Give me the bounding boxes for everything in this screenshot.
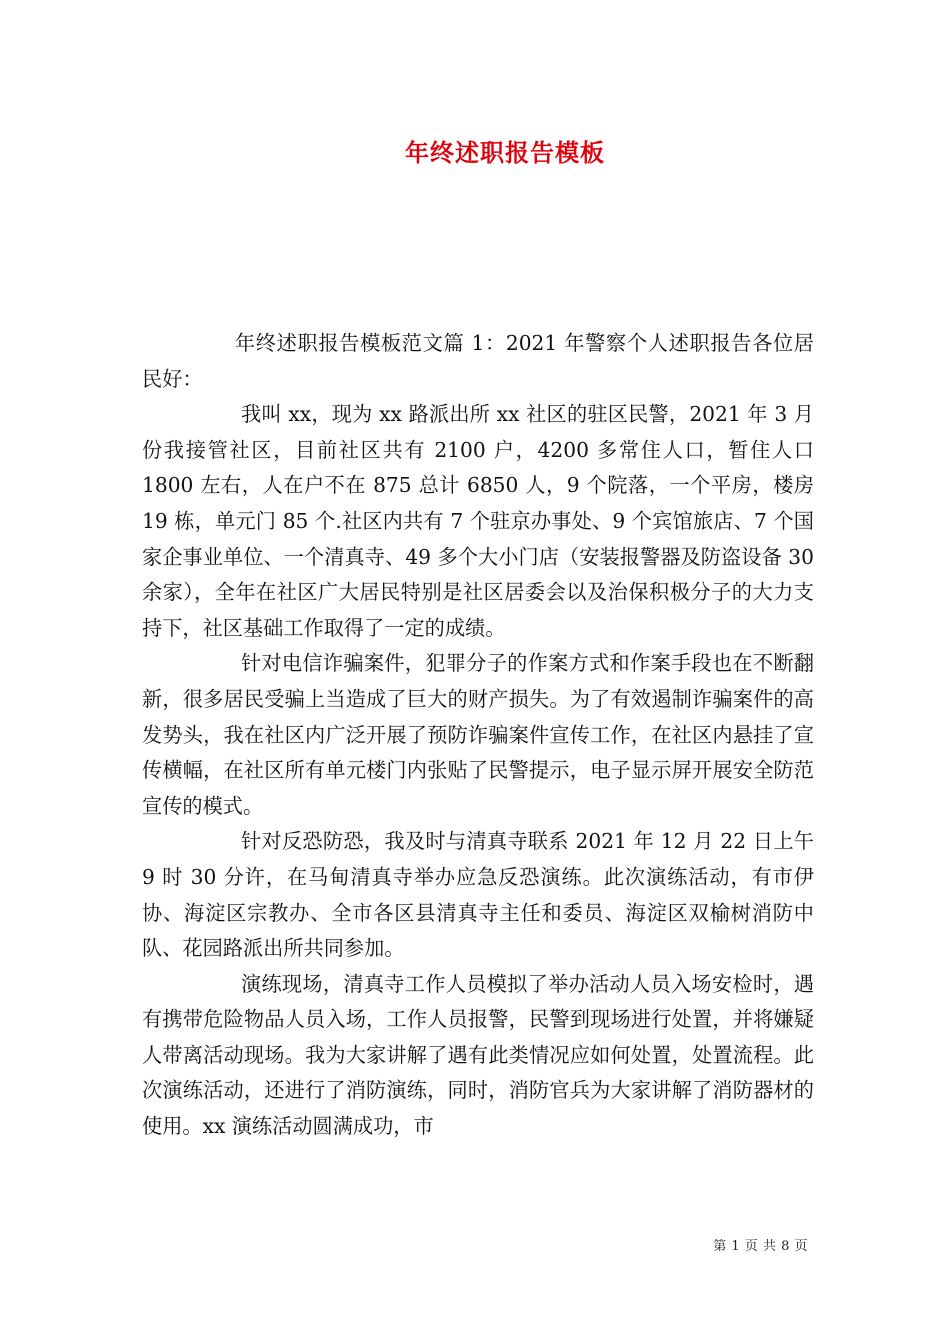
paragraph-drill-scene: 演练现场，清真寺工作人员模拟了举办活动人员入场安检时，遇有携带危险物品人员入场，工作人员报警，民警到现场进行处置，并将嫌疑人带离活动现场。我为大家讲解了遇有此类情况应如何处置，处置流程。此次演练活动，还进行了消防演练，同时，消防官兵为大家讲解了消防器材的使用。xx 演练活动圆满成功，市 — [142, 971, 814, 1139]
paragraph-intro: 年终述职报告模板范文篇 1：2021 年警察个人述职报告各位居民好： — [142, 331, 814, 391]
document-title: 年终述职报告模板 — [405, 138, 605, 167]
document-body — [142, 326, 814, 1145]
paragraph-counter-terrorism: 针对反恐防恐，我及时与清真寺联系 2021 年 12 月 22 日上午 9 时 30 分许，在马甸清真寺举办应急反恐演练。此次演练活动，有市伊协、海淀区宗教办、全市各区县清真寺主任和委员、海淀区双榆树消防中队、花园路派出所共同参加。 — [142, 829, 814, 961]
paragraph-fraud-prevention: 针对电信诈骗案件，犯罪分子的作案方式和作案手段也在不断翻新，很多居民受骗上当造成了巨大的财产损失。为了有效遏制诈骗案件的高发势头，我在社区内广泛开展了预防诈骗案件宣传工作，在社区内悬挂了宣传横幅，在社区所有单元楼门内张贴了民警提示，电子显示屏开展安全防范宣传的模式。 — [142, 651, 814, 818]
paragraph-community-overview: 我叫 xx，现为 xx 路派出所 xx 社区的驻区民警，2021 年 3 月份我接管社区，目前社区共有 2100 户，4200 多常住人口，暂住人口 1800 左右，人在户不在 875 总计 6850 人，9 个院落，一个平房，楼房 19 栋，单元门 85 个.社区内共有 7 个驻京办事处、9 个宾馆旅店、7 个国家企事业单位、一个清真寺、49 多个大小门店（安装报警器及防盗设备 30 余家），全年在社区广大居民特别是社区居委会以及治保积极分子的大力支持下，社区基础工作取得了一定的成绩。 — [142, 402, 814, 640]
page-number-footer: 第 1 页 共 8 页 — [713, 1239, 808, 1254]
